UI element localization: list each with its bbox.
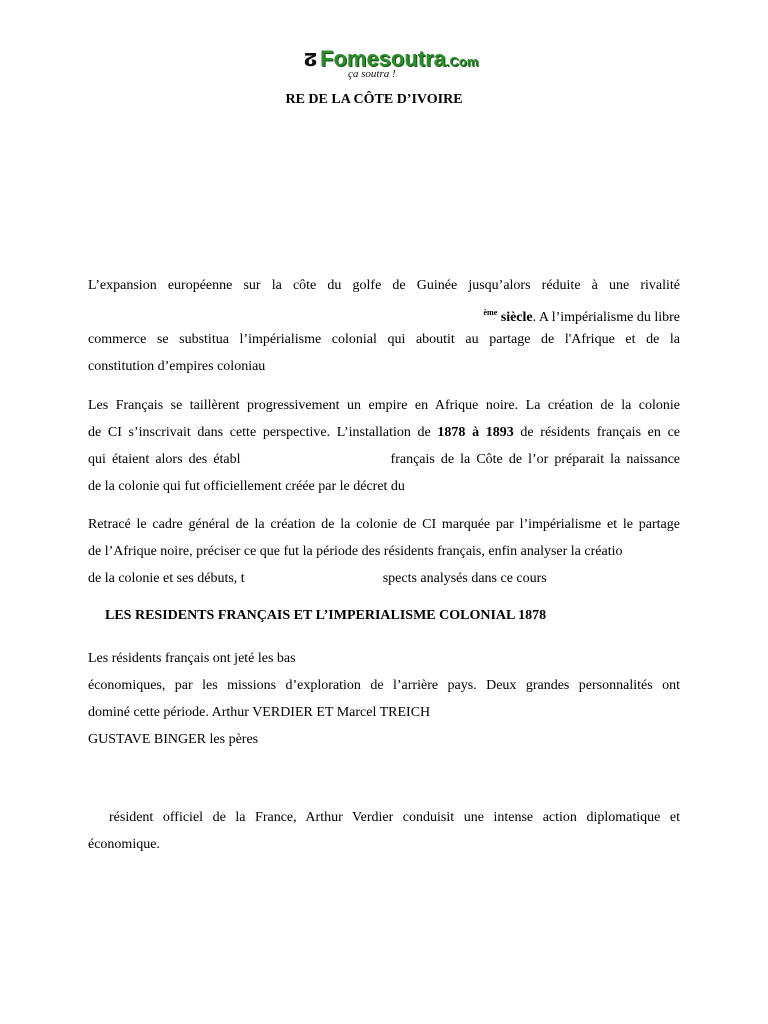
p1-bold-siecle: siècle	[497, 310, 533, 325]
p4-line-1: Les résidents français ont jeté les bas	[88, 651, 296, 666]
p2-line-2-b: de résidents français en ce	[513, 425, 680, 440]
p2-line-3-b: français de la Côte de l’or préparait la naissance	[390, 452, 680, 467]
p5-line-2: économique.	[88, 837, 160, 852]
paragraph-4	[88, 645, 680, 753]
p1-line-4: constitution d’empires coloniau	[88, 359, 266, 374]
p2-line-2-a: de CI s’inscrivait dans cette perspective. L’installation de	[88, 425, 438, 440]
p2-bold-dates: 1878 à 1893	[437, 425, 514, 440]
section-heading: LES RESIDENTS FRANÇAIS ET L’IMPERIALISME COLONIAL 1878	[105, 608, 547, 623]
p4-line-4: GUSTAVE BINGER les pères	[88, 732, 259, 747]
p1-line-2	[88, 299, 680, 326]
paragraph-5	[88, 804, 680, 858]
p2-line-4: de la colonie qui fut officiellement créée par le décret du	[88, 479, 405, 494]
p3-line-2: de l’Afrique noire, préciser ce que fut la période des résidents français, enfin analyser la créatio	[88, 544, 623, 559]
runner-logo-icon: ⵒ	[304, 50, 318, 70]
document-title: RE DE LA CÔTE D’IVOIRE	[285, 92, 463, 107]
p1-line-2-rest: . A l’impérialisme du libre	[532, 310, 680, 325]
p1-line-3: commerce se substitua l’impérialisme colonial qui aboutit au partage de l'Afrique et de la	[88, 332, 680, 347]
logo-tagline: ça soutra !	[348, 68, 396, 80]
p1-line-1: L’expansion européenne sur la côte du golfe de Guinée jusqu’alors réduite à une rivalité	[88, 278, 680, 293]
paragraph-3	[88, 511, 680, 592]
p3-line-3	[88, 565, 680, 592]
p3-line-3-a: de la colonie et ses débuts, t	[88, 571, 245, 586]
logo-brand-com: .Com	[445, 54, 479, 69]
p3-line-3-b: spects analysés dans ce cours	[382, 571, 547, 586]
p2-line-1: Les Français se taillèrent progressivement un empire en Afrique noire. La création de la colonie	[88, 398, 680, 413]
p2-line-3	[88, 446, 680, 473]
site-logo[interactable]	[300, 46, 479, 84]
p5-line-1	[88, 804, 680, 831]
p4-line-2: économiques, par les missions d’exploration de l’arrière pays. Deux grandes personnalités ont	[88, 678, 680, 693]
p1-superscript: ème	[483, 308, 498, 317]
p3-line-1: Retracé le cadre général de la création de la colonie de CI marquée par l’impérialisme et le partage	[88, 517, 680, 532]
p5-line-1-text: résident officiel de la France, Arthur Verdier conduisit une intense action diplomatique et	[109, 810, 680, 825]
logo-brand	[320, 46, 478, 72]
p4-line-3: dominé cette période. Arthur VERDIER ET Marcel TREICH	[88, 705, 431, 720]
paragraph-1	[88, 272, 680, 380]
paragraph-2	[88, 392, 680, 500]
p2-line-3-a: qui étaient alors des établ	[88, 452, 241, 467]
logo-brand-main: Fomesoutra	[320, 46, 446, 71]
p2-line-2	[88, 419, 680, 446]
